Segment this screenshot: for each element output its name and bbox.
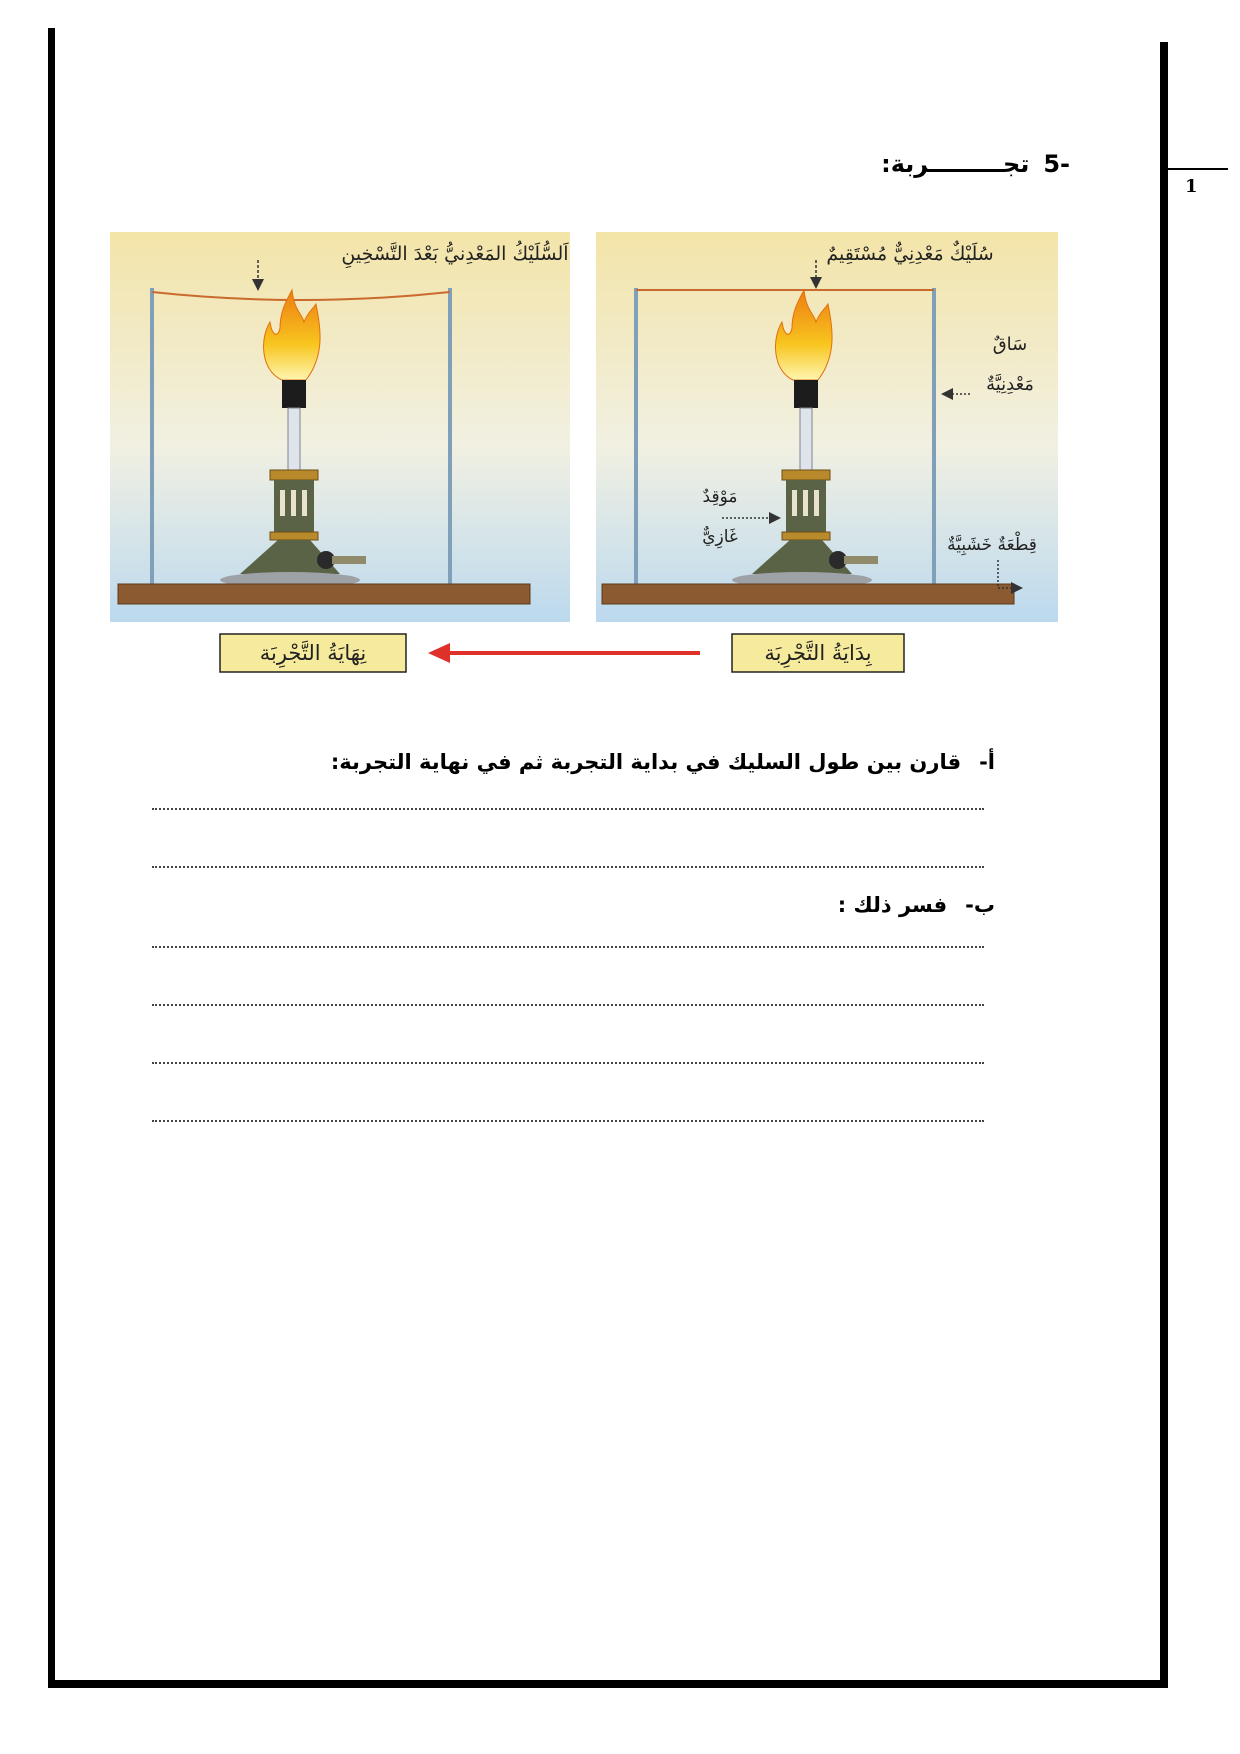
right-panel [596,232,1058,672]
page-border-right [1160,42,1168,1682]
page-number-rule [1168,168,1228,170]
gas-burner-label-line2: غَازِيٌّ [702,527,738,547]
question-b [838,893,995,917]
answer-line-b4[interactable] [152,1120,984,1122]
section-title: تجـــــــــربة: [881,150,1030,178]
right-wooden-board [602,584,1014,604]
left-metal-rod-1 [150,288,154,588]
left-metal-rod-2 [448,288,452,588]
section-heading [881,150,1070,178]
section-number: -5 [1043,150,1070,178]
answer-line-b3[interactable] [152,1062,984,1064]
question-a-text: قارن بين طول السليك في بداية التجربة ثم في نهاية التجربة: [330,750,962,774]
right-metal-rod-2 [932,288,936,588]
left-wooden-board [118,584,530,604]
answer-line-a2[interactable] [152,866,984,868]
answer-line-b2[interactable] [152,1004,984,1006]
red-direction-arrow [428,643,700,663]
question-a [331,750,995,774]
left-wire-label: اَلسُّلَيْكُ المَعْدِنيُّ بَعْدَ التَّسْخِينِ [341,243,569,265]
page-border-bottom [48,1680,1168,1688]
page-border-left [48,28,55,1688]
left-panel [110,232,570,672]
page-number: 1 [1185,176,1198,197]
question-b-letter: ب- [965,893,995,917]
wooden-board-label: قِطْعَةٌ خَشَبِيَّةٌ [947,535,1037,555]
experiment-figure [110,230,1060,680]
metal-rod-label-line2: مَعْدِنِيَّةٌ [986,374,1034,395]
metal-rod-label-line1: سَاقٌ [992,334,1028,355]
gas-burner-label-line1: مَوْقِدٌ [702,487,738,507]
end-of-experiment-caption: نِهَايَةُ التَّجْرِبَة [259,641,367,665]
answer-line-b1[interactable] [152,946,984,948]
right-metal-rod-1 [634,288,638,588]
right-wire-label: سُلَيْكٌ مَعْدِنِيٌّ مُسْتَقِيمٌ [826,243,994,265]
start-of-experiment-caption: بِدَايَةُ التَّجْرِبَة [764,641,872,665]
question-b-text: فسر ذلك : [837,893,948,917]
question-a-letter: أ- [979,750,995,774]
answer-line-a1[interactable] [152,808,984,810]
